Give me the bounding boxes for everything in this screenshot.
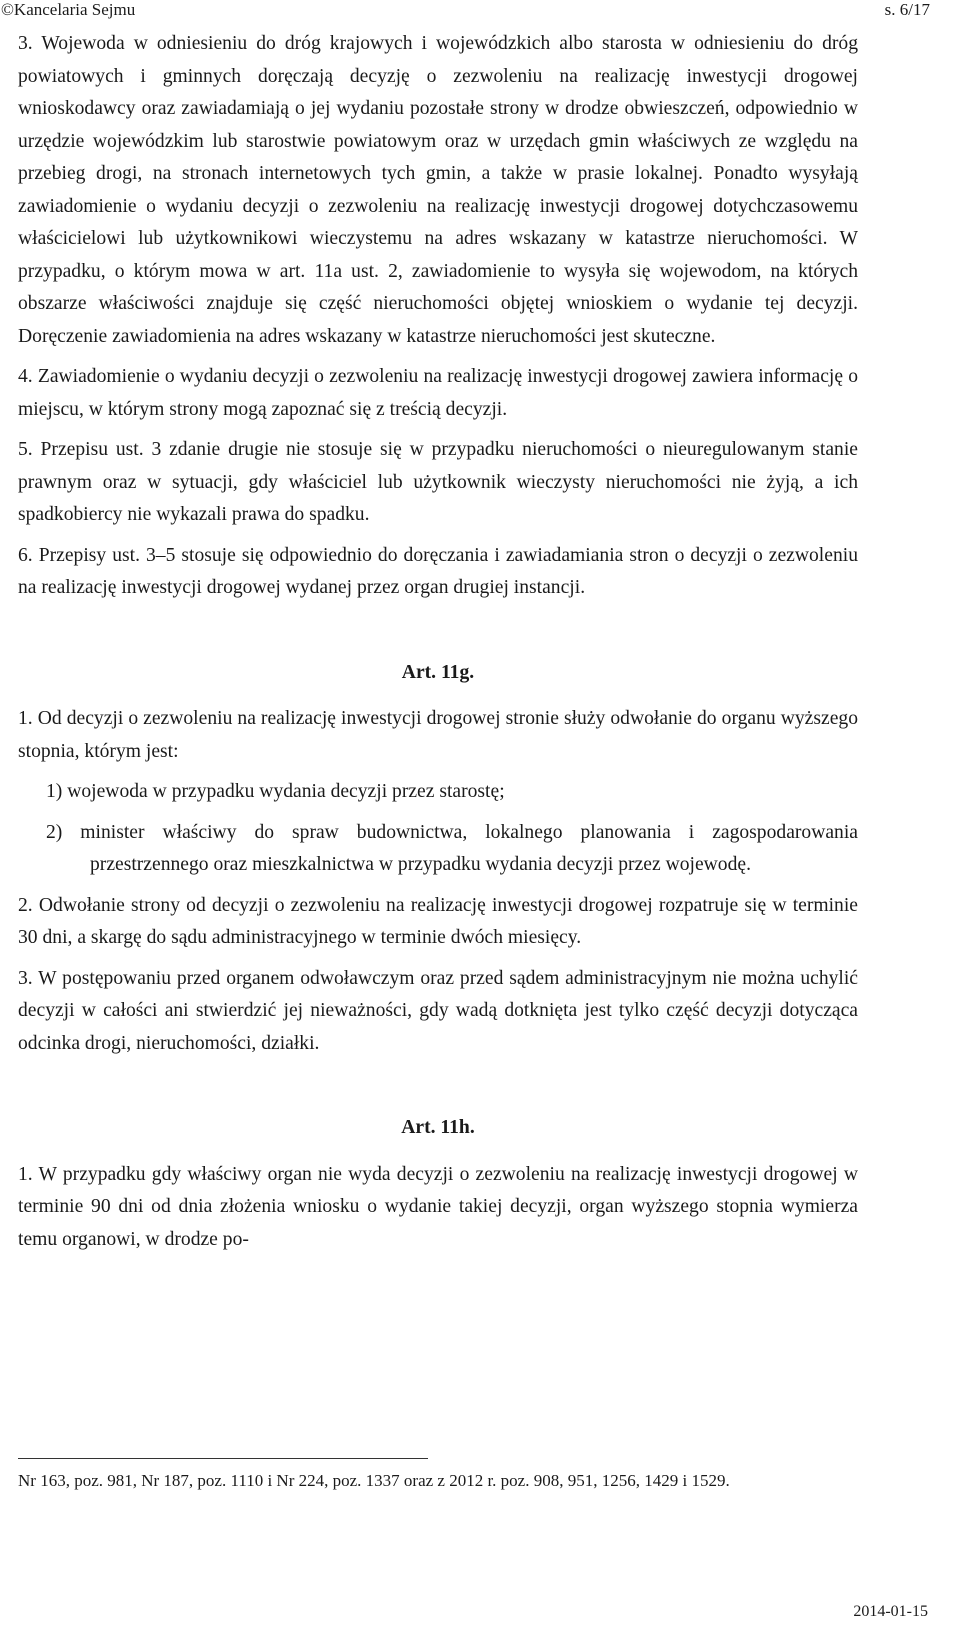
document-body <box>18 28 858 1264</box>
copyright-label: ©Kancelaria Sejmu <box>1 0 136 19</box>
article-11g-paragraph-3: 3. W postępowaniu przed organem odwoławczym oraz przed sądem administracyjnym nie można uchylić decyzji w całości ani stwierdzić jej nieważności, gdy wadą dotknięta jest tylko część decyzji dotycząca odcinka drogi, nieruchomości, działki. <box>18 967 858 1054</box>
paragraph-4: 4. Zawiadomienie o wydaniu decyzji o zezwoleniu na realizację inwestycji drogowej zawiera informację o miejscu, w którym strony mogą zapoznać się z treścią decyzji. <box>18 366 858 420</box>
paragraph-6: 6. Przepisy ust. 3–5 stosuje się odpowiednio do doręczania i zawiadamiania stron o decyzji o zezwoleniu na realizację inwestycji drogowej wydanej przez organ drugiej instancji. <box>18 544 858 598</box>
article-11g-item-2: 2) minister właściwy do spraw budownictwa, lokalnego planowania i zagospodarowania przestrzennego oraz mieszkalnictwa w przypadku wydania decyzji przez wojewodę. <box>46 821 858 875</box>
footnote: Nr 163, poz. 981, Nr 187, poz. 1110 i Nr 224, poz. 1337 oraz z 2012 r. poz. 908, 951, 1256, 1429 i 1529. <box>18 1471 730 1490</box>
page-number: s. 6/17 <box>884 0 930 19</box>
footnote-divider <box>18 1458 428 1459</box>
article-11g-paragraph-2: 2. Odwołanie strony od decyzji o zezwoleniu na realizację inwestycji drogowej rozpatruje się w terminie 30 dni, a skargę do sądu administracyjnego w terminie dwóch miesięcy. <box>18 894 858 948</box>
article-11g-item-1: 1) wojewoda w przypadku wydania decyzji przez starostę; <box>46 781 505 802</box>
footer-date: 2014-01-15 <box>853 1603 928 1620</box>
article-11g-heading: Art. 11g. <box>401 661 475 683</box>
paragraph-5: 5. Przepisu ust. 3 zdanie drugie nie stosuje się w przypadku nieruchomości o nieuregulowanym stanie prawnym oraz w sytuacji, gdy właściciel lub użytkownik wieczysty nieruchomości nie żyją, a ich spadkobiercy nie wykazali prawa do spadku. <box>18 439 858 525</box>
article-11h-paragraph-1: 1. W przypadku gdy właściwy organ nie wyda decyzji o zezwoleniu na realizację inwestycji drogowej w terminie 90 dni od dnia złożenia wniosku o wydanie takiej decyzji, organ wyższego stopnia wymierza temu organowi, w drodze po- <box>18 1163 858 1250</box>
page-header <box>0 0 960 22</box>
article-11h-heading: Art. 11h. <box>401 1117 475 1138</box>
article-11g-paragraph-1: 1. Od decyzji o zezwoleniu na realizację inwestycji drogowej stronie służy odwołanie do organu wyższego stopnia, którym jest: <box>18 708 858 762</box>
paragraph-3: 3. Wojewoda w odniesieniu do dróg krajowych i wojewódzkich albo starosta w odniesieniu do dróg powiatowych i gminnych doręczają decyzję o zezwoleniu na realizację inwestycji drogowej wnioskodawcy oraz zawiadamiają o jej wydaniu pozostałe strony w drodze obwieszczeń, odpowiednio w urzędzie wojewódzkim lub starostwie powiatowym oraz w urzędach gmin właściwych ze względu na przebieg drogi, na stronach internetowych tych gmin, a także w prasie lokalnej. Ponadto wysyłają zawiadomienie o wydaniu decyzji o zezwoleniu na realizację inwestycji drogowej dotychczasowemu właścicielowi lub użytkownikowi wieczystemu na adres wskazany w katastrze nieruchomości. W przypadku, o którym mowa w art. 11a ust. 2, zawiadomienie to wysyła się wojewodom, na których obszarze właściwości znajduje się część nieruchomości objętej wnioskiem o wydanie tej decyzji. Doręczenie zawiadomienia na adres wskazany w katastrze nieruchomości jest skuteczne. <box>18 33 858 347</box>
